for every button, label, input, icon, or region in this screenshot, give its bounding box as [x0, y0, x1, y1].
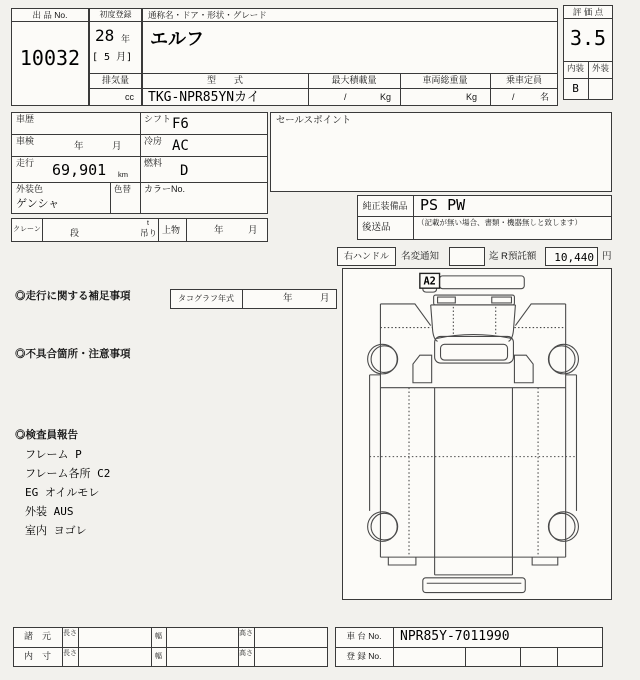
inner-length-label: 長さ — [63, 650, 77, 657]
color-no-label: カラーNo. — [144, 184, 186, 194]
deposit-yen-unit: 円 — [602, 251, 612, 262]
spec-height-label: 高さ — [239, 630, 253, 637]
center-frame — [435, 388, 513, 575]
first-registration-year: 28 — [95, 26, 115, 45]
recolor-label: 色替 — [114, 184, 132, 194]
defect-notes-title: ◎不具合箇所・注意事項 — [15, 348, 131, 360]
inspector-line-exterior: 外装 AUS — [25, 505, 74, 518]
exterior-color-label: 外装色 — [16, 184, 44, 194]
spec-width-label: 幅 — [155, 633, 162, 640]
gross-weight-label: 車両総重量 — [422, 75, 468, 85]
capacity-label: 乗車定員 — [505, 75, 542, 85]
deposit-label: R預託額 — [501, 251, 537, 262]
truck-top-view-diagram — [343, 269, 609, 597]
inspection-year-unit: 年 — [74, 141, 84, 152]
lot-number-label: 出 品 No. — [32, 10, 68, 20]
history-label: 車歴 — [16, 114, 35, 124]
score-label: 評 価 点 — [572, 7, 604, 17]
tachograph-label: タコグラフ年式 — [178, 294, 234, 303]
exterior-color-value: ゲンシャ — [16, 197, 60, 210]
exterior-grade-label: 外装 — [591, 63, 609, 73]
windshield-outer — [435, 336, 514, 363]
capacity-unit: 名 — [540, 92, 550, 102]
name-change-date-field — [449, 247, 485, 266]
max-load-unit: Kg — [380, 92, 392, 102]
chassis-no-value: NPR85Y-7011990 — [400, 629, 510, 644]
damage-marker-a2 — [420, 273, 440, 288]
front-bumper — [440, 276, 525, 289]
mileage-value: 69,901 — [52, 161, 107, 179]
first-registration-month: [ 5 月] — [92, 52, 133, 63]
windshield-inner — [441, 344, 508, 360]
inspector-line-engine: EG オイルモレ — [25, 486, 100, 499]
score-value: 3.5 — [569, 26, 607, 50]
interior-grade-label: 内装 — [566, 63, 584, 73]
displacement-unit: cc — [125, 92, 134, 102]
ac-value: AC — [172, 138, 189, 154]
vehicle-diagram-box — [342, 268, 612, 600]
model-label: 型 式 — [206, 75, 243, 85]
inspection-month-unit: 月 — [112, 141, 122, 152]
inspector-line-frame-areas: フレーム各所 C2 — [25, 467, 111, 480]
displacement-label: 排気量 — [101, 75, 129, 85]
damage-marker-text: A2 — [423, 275, 436, 288]
body-month-unit: 月 — [248, 225, 258, 236]
mileage-note-title: ◎走行に関する補足事項 — [15, 290, 131, 302]
equipment-label: 純正装備品 — [362, 201, 408, 211]
sales-point-label: セールスポイント — [276, 115, 352, 126]
inspector-line-interior: 室内 ヨゴレ — [25, 524, 87, 537]
until-label: 迄 — [489, 251, 499, 262]
ac-label: 冷房 — [144, 136, 163, 146]
spec-row-label: 諸 元 — [23, 631, 51, 641]
crane-ton-label: t — [147, 220, 149, 227]
inner-height-label: 高さ — [239, 650, 253, 657]
vehicle-name-value: エルフ — [150, 29, 204, 50]
gross-weight-unit: Kg — [466, 92, 478, 102]
fuel-value: D — [180, 163, 189, 179]
rear-bumper — [423, 578, 525, 593]
inspector-line-frame: フレーム P — [25, 448, 82, 461]
later-items-label: 後送品 — [362, 222, 391, 233]
first-registration-label: 初度登録 — [99, 10, 132, 19]
first-registration-year-unit: 年 — [121, 34, 131, 44]
mileage-unit: km — [118, 170, 128, 179]
mileage-label: 走行 — [16, 158, 35, 168]
chassis-no-label: 車 台 No. — [346, 631, 382, 641]
vehicle-name-label: 通称名・ドア・形状・グレード — [148, 10, 267, 20]
later-items-note: （記載が無い場合、書類・機器無しと致します） — [417, 218, 582, 227]
body-type-label: 上物 — [162, 225, 181, 235]
name-change-label: 名変通知 — [401, 251, 440, 262]
crane-label: クレーン — [13, 226, 41, 233]
tachograph-month-unit: 月 — [320, 293, 330, 304]
shift-label: シフト — [144, 114, 172, 124]
model-code-value: TKG-NPR85YNカイ — [148, 90, 260, 105]
shift-value: F6 — [172, 116, 189, 132]
crane-stage-label: 段 — [70, 228, 80, 238]
handle-label: 右ハンドル — [343, 251, 389, 261]
interior-grade-value: B — [572, 82, 579, 95]
lot-number-value: 10032 — [19, 46, 81, 70]
max-load-slash: / — [344, 92, 347, 102]
inner-row-label: 内 寸 — [23, 651, 51, 661]
inspector-report-title: ◎検査員報告 — [15, 429, 78, 441]
inner-width-label: 幅 — [155, 653, 162, 660]
registration-no-label: 登 録 No. — [346, 651, 382, 661]
crane-lift-label: 吊り — [140, 228, 158, 238]
spec-length-label: 長さ — [63, 630, 77, 637]
equipment-value: PS PW — [420, 196, 466, 214]
capacity-slash: / — [512, 92, 515, 102]
inspection-label: 車検 — [16, 136, 35, 146]
fuel-label: 燃料 — [144, 158, 163, 168]
tachograph-year-unit: 年 — [283, 293, 293, 304]
body-year-unit: 年 — [214, 225, 224, 236]
deposit-amount-value: 10,440 — [554, 251, 594, 264]
max-load-label: 最大積載量 — [331, 75, 377, 85]
